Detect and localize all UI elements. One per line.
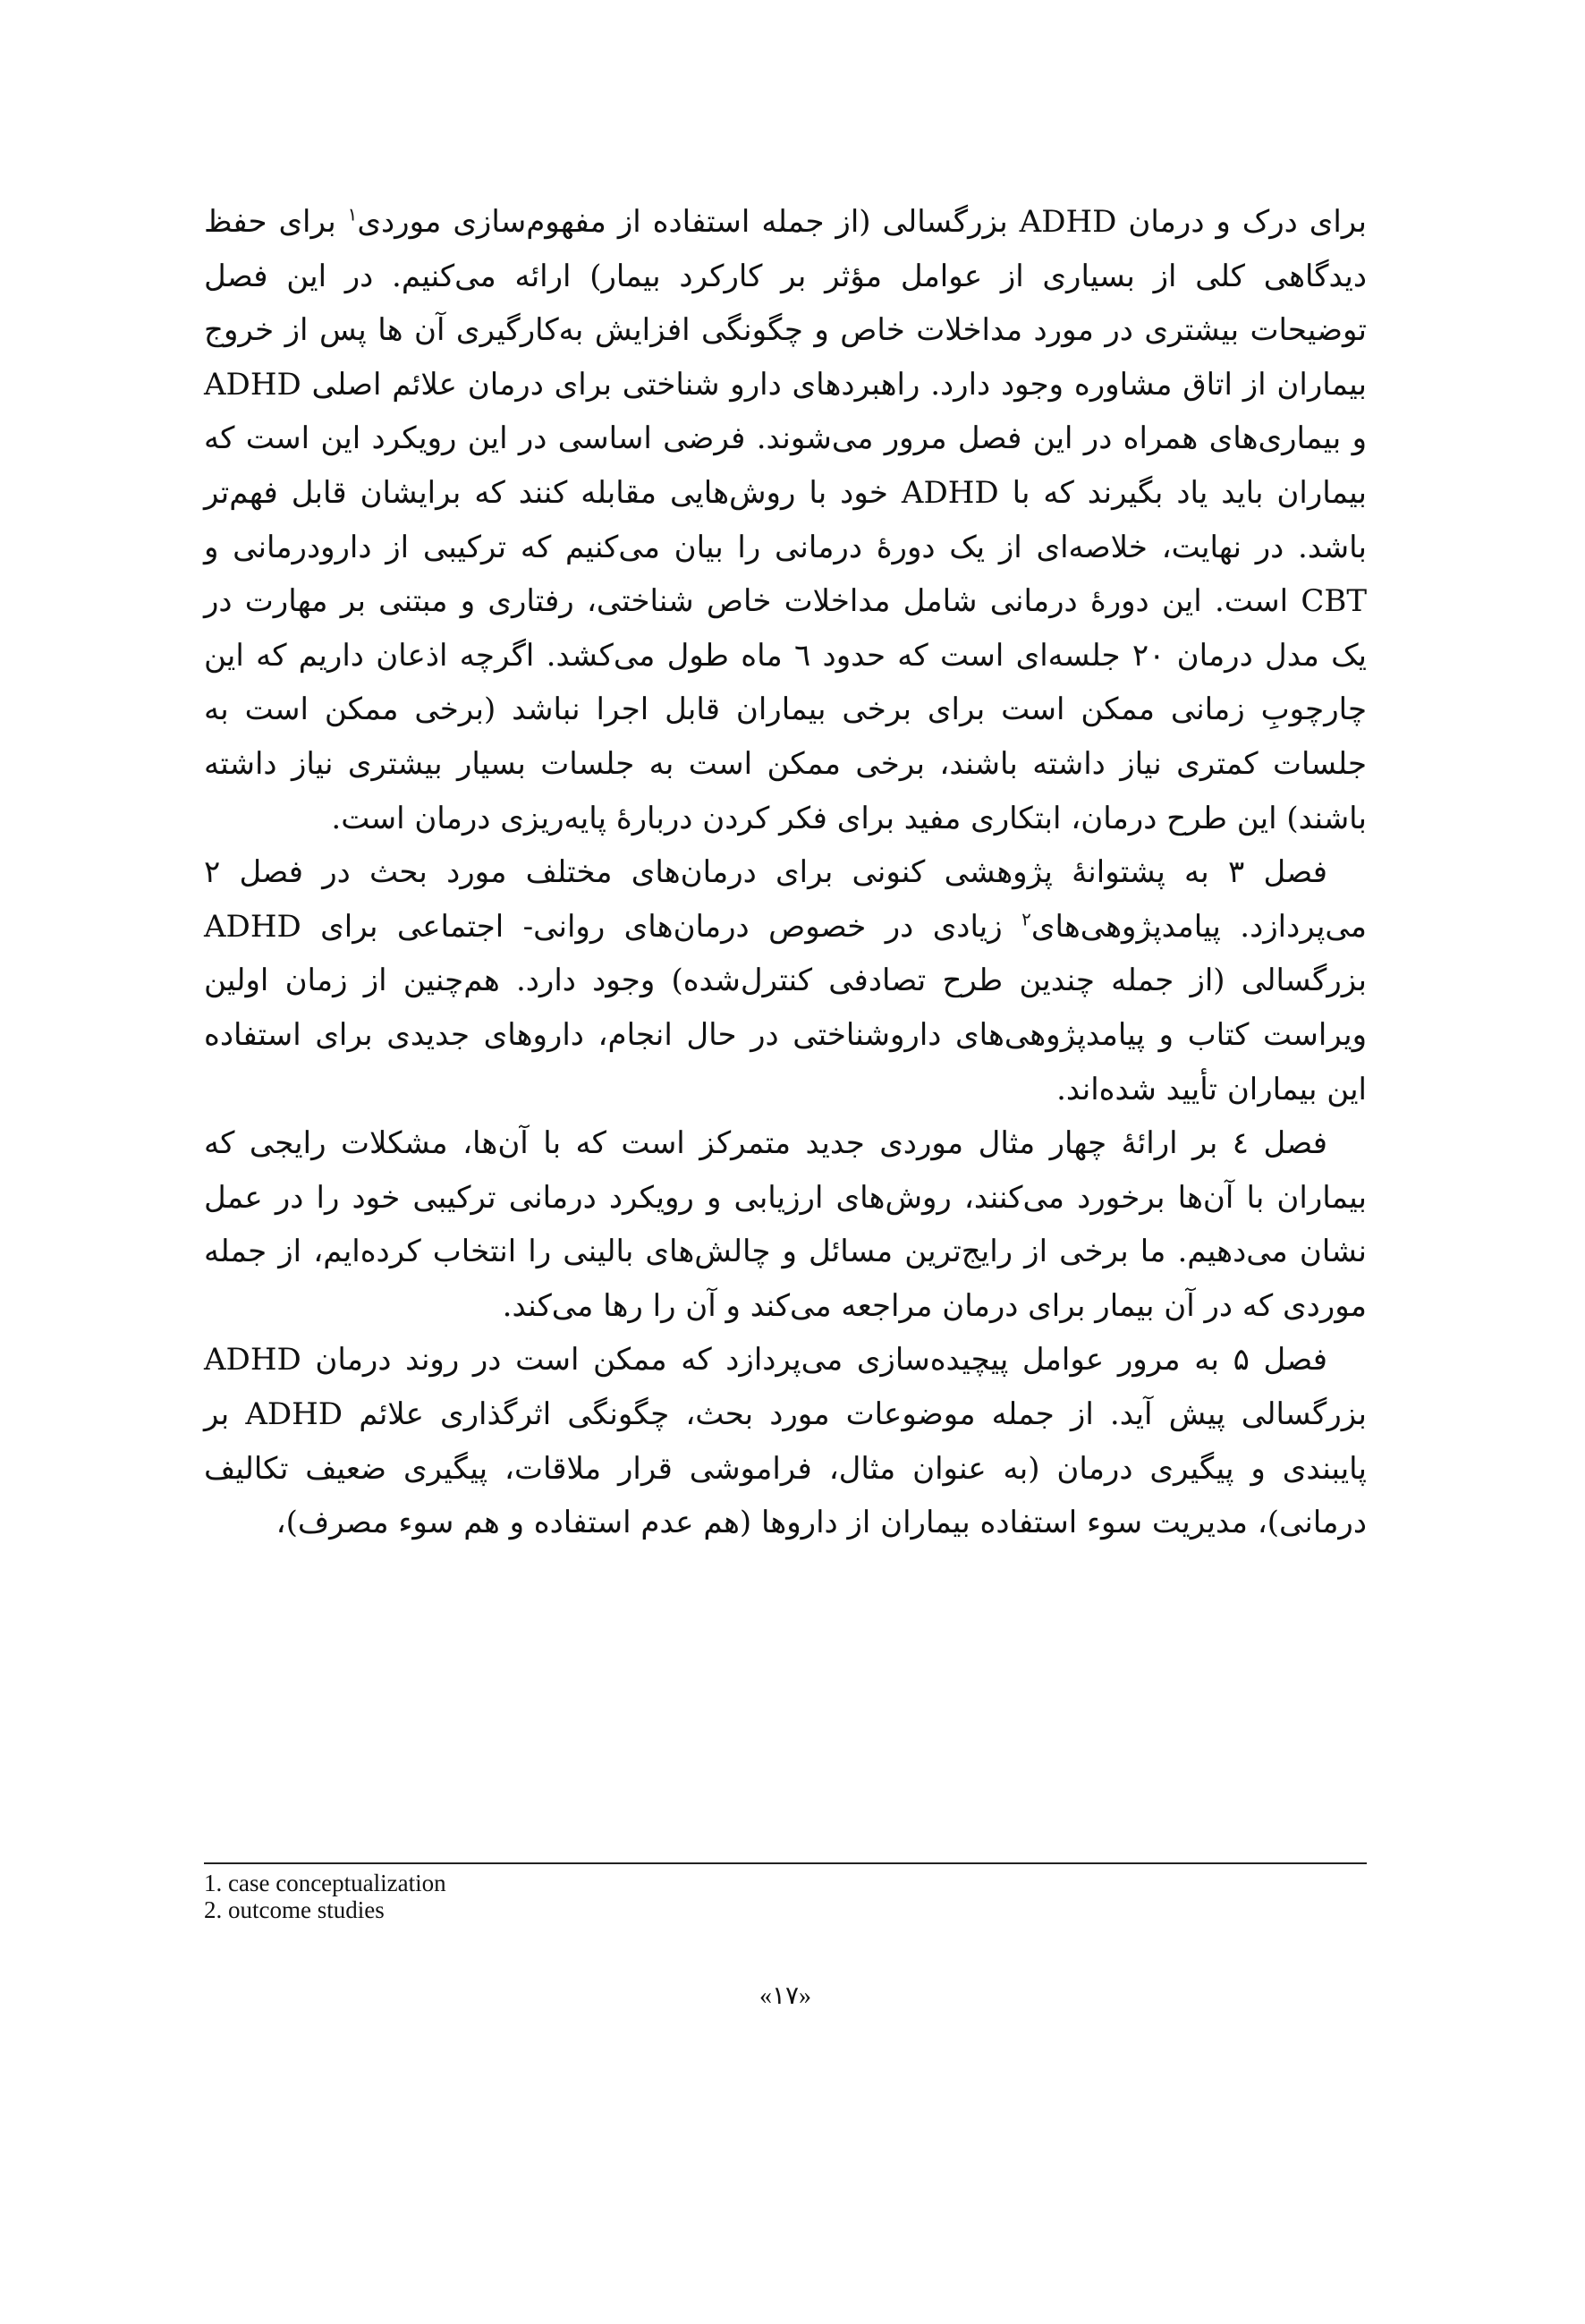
paragraph-text: فصل ٤ بر ارائهٔ چهار مثال موردی جدید متمرکز است که با آن‌ها، مشکلات رایجی که بیماران با آن‌ها برخورد می‌کنند، روش‌های ارزیابی و رویکرد درمانی ترکیبی خود را در عمل نشان می‌دهیم. ما برخی از رایج‌ترین مسائل و چالش‌های بالینی را انتخاب کرده‌ایم، از جمله موردی که در آن بیمار برای درمان مراجعه می‌کند و آن را رها می‌کند. [204, 1125, 1367, 1324]
paragraph-text: برای حفظ دیدگاهی کلی از بسیاری از عوامل مؤثر بر کارکرد بیمار) ارائه می‌کنیم. در این فصل توضیحات بیشتری در مورد مداخلات خاص و چگونگی افزایش به‌کارگیری آن ها پس از خروج بیماران از اتاق مشاوره وجود دارد. راهبردهای دارو شناختی برای درمان علائم اصلی ADHD و بیماری‌های همراه در این فصل مرور می‌شوند. فرضی اساسی در این رویکرد این است که بیماران باید یاد بگیرند که با ADHD خود با روش‌هایی مقابله کنند که برایشان قابل فهم‌تر باشد. در نهایت، خلاصه‌ای از یک دورهٔ درمانی را بیان می‌کنیم که ترکیبی از دارودرمانی و CBT است. این دورهٔ درمانی شامل مداخلات خاص شناختی، رفتاری و مبتنی بر مهارت در یک مدل درمان ۲۰ جلسه‌ای است که حدود ٦ ماه طول می‌کشد. اگرچه اذعان داریم که این چارچوبِ زمانی ممکن است برای برخی بیماران قابل اجرا نباشد (برخی ممکن است به جلسات کمتری نیاز داشته باشند، برخی ممکن است به جلسات بسیار بیشتری نیاز داشته باشند) این طرح درمان، ابتکاری مفید برای فکر کردن دربارهٔ پایه‌ریزی درمان است. [204, 204, 1367, 836]
footnote-separator [204, 1862, 1367, 1864]
footnote-1: 1. case conceptualization [204, 1870, 446, 1896]
paragraph [204, 195, 1367, 845]
paragraph-text: فصل ۵ به مرور عوامل پیچیده‌سازی می‌پردازد که ممکن است در روند درمان ADHD بزرگسالی پیش آید. از جمله موضوعات مورد بحث، چگونگی اثرگذاری علائم ADHD بر پایبندی و پیگیری درمان (به عنوان مثال، فراموشی قرار ملاقات، پیگیری ضعیف تکالیف درمانی)، مدیریت سوء استفاده بیماران از داروها (هم عدم استفاده و هم سوء مصرف)، [204, 1342, 1367, 1541]
footnote-2: 2. outcome studies [204, 1896, 385, 1923]
paragraph [204, 1333, 1367, 1549]
paragraph-text: فصل ۳ به پشتوانهٔ پژوهشی کنونی برای درمان‌های مختلف مورد بحث در فصل ۲ می‌پردازد. پیامدپژوهی‌های [204, 854, 1367, 945]
page-number: «۱۷» [759, 1982, 812, 2010]
paragraph [204, 845, 1367, 1116]
footnote-marker: ۱ [347, 203, 358, 225]
paragraph-text: برای درک و درمان ADHD بزرگسالی (از جمله استفاده از مفهوم‌سازی موردی [357, 204, 1367, 240]
footnote-marker: ۲ [1021, 908, 1031, 930]
book-page [204, 195, 1367, 2279]
footnotes [204, 1870, 446, 1923]
body-text [204, 195, 1367, 1550]
paragraph [204, 1116, 1367, 1333]
paragraph-text: زیادی در خصوص درمان‌های روانی- اجتماعی برای ADHD بزرگسالی (از جمله چندین طرح تصادفی کنترل‌شده) وجود دارد. هم‌چنین از زمان اولین ویراست کتاب و پیامدپژوهی‌های داروشناختی در حال انجام، داروهای جدیدی برای استفاده این بیماران تأیید شده‌اند. [204, 908, 1367, 1107]
